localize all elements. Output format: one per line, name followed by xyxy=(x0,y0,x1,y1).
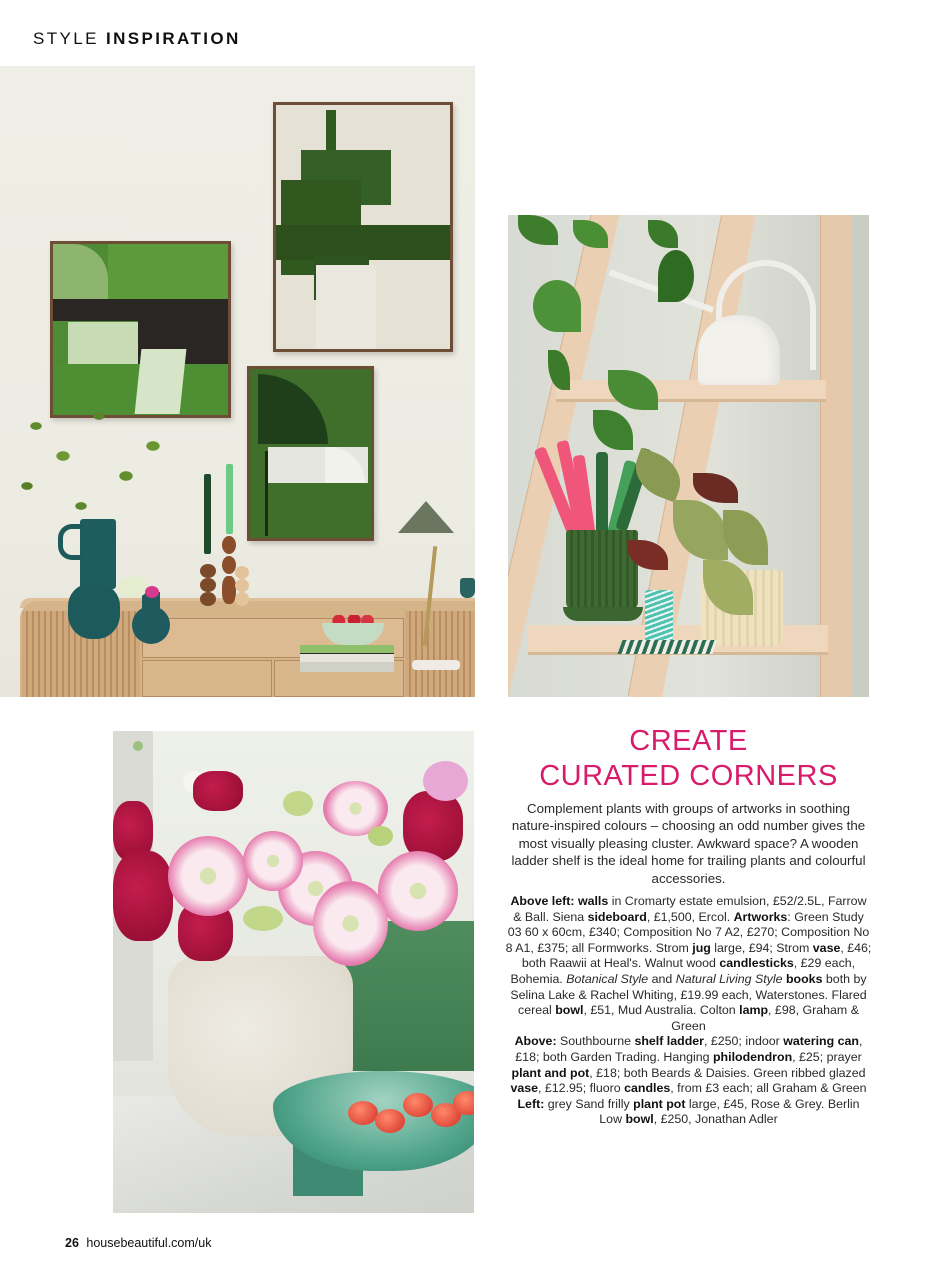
website-url: housebeautiful.com/uk xyxy=(86,1236,212,1250)
credit-run: large, £45, Rose & Grey. Berlin Low xyxy=(599,1096,860,1127)
teal-jug-handle xyxy=(58,524,84,560)
philodendron-leaf xyxy=(658,250,694,302)
credit-run: watering can xyxy=(783,1034,859,1049)
credit-run: shelf ladder xyxy=(634,1034,704,1049)
credit-run: grey Sand frilly xyxy=(544,1096,634,1111)
candlestick-light xyxy=(235,579,249,592)
credit-run: , £51, Mud Australia. Colton xyxy=(583,1003,740,1018)
prayer-plant-leaf xyxy=(723,510,768,565)
section-label-bold: INSPIRATION xyxy=(105,29,241,48)
product-credits xyxy=(505,894,872,1128)
photo-ladder-shelf xyxy=(508,215,869,697)
candle-green xyxy=(596,452,608,534)
credit-run: bowl xyxy=(625,1112,654,1127)
green-saucer xyxy=(563,607,643,621)
philodendron-leaf xyxy=(518,215,558,245)
credit-run: large, £94; Strom xyxy=(710,940,813,955)
magenta-stock xyxy=(193,771,243,811)
peach xyxy=(348,1101,378,1125)
credit-run: , from £3 each; all Graham & Green xyxy=(670,1081,867,1096)
credit-run: , £12.95; fluoro xyxy=(538,1081,625,1096)
credit-run: , £18; both Garden Trading. Hanging xyxy=(515,1034,863,1064)
candle-dark-green xyxy=(204,474,211,554)
credit-run: plant pot xyxy=(633,1096,686,1111)
teal-jug xyxy=(68,584,120,639)
credit-run: candlesticks xyxy=(719,956,794,971)
candlestick xyxy=(200,564,216,578)
credit-run: , £1,500, Ercol. xyxy=(646,909,734,924)
credit-run: and xyxy=(648,972,676,986)
stacked-books xyxy=(300,645,394,672)
candlestick-light xyxy=(235,566,249,579)
candlestick xyxy=(222,556,236,574)
sideboard-door-left xyxy=(142,660,272,697)
page-footer xyxy=(65,1236,211,1250)
lamp-base xyxy=(412,660,460,670)
candlestick xyxy=(200,592,216,606)
alchemilla xyxy=(283,791,313,816)
peach xyxy=(403,1093,433,1117)
pink-dahlia xyxy=(243,831,303,891)
credit-run: , £25; prayer xyxy=(792,1049,862,1064)
headline-line-1: CREATE xyxy=(629,725,748,757)
credit-run: Southbourne xyxy=(556,1034,635,1049)
pink-dahlia xyxy=(168,836,248,916)
candlestick xyxy=(200,578,216,592)
credit-run: jug xyxy=(692,940,711,955)
credit-run: Above left: walls xyxy=(510,894,609,909)
candlestick-light xyxy=(235,592,249,606)
artwork-composition-7 xyxy=(273,102,453,352)
section-label-light: STYLE xyxy=(33,29,99,48)
credit-run: , £250; indoor xyxy=(703,1034,784,1049)
section-header xyxy=(33,29,241,49)
twine-spool xyxy=(645,590,673,642)
candlestick xyxy=(222,536,236,554)
philodendron-leaf xyxy=(648,220,678,248)
credit-run: Artworks xyxy=(733,909,788,924)
artwork-composition-8 xyxy=(247,366,374,541)
teal-cup xyxy=(460,578,475,598)
credit-run: both by Selina Lake & Rachel Whiting, £19.99 each, Waterstones. Flared cereal xyxy=(510,972,867,1018)
credit-run: , £250, Jonathan Adler xyxy=(653,1112,778,1127)
foliage-sprig xyxy=(133,741,143,751)
ladder-shelf-upper xyxy=(556,380,826,402)
credit-run: vase xyxy=(812,940,841,955)
credit-run: in Cromarty estate emulsion, £52/2.5L, Farrow & Ball. Siena xyxy=(513,894,867,924)
photo-gallery-wall xyxy=(0,66,475,697)
vase-flowers xyxy=(118,576,148,598)
teal-jug-neck xyxy=(80,519,116,589)
article-intro: Complement plants with groups of artworks in soothing nature-inspired colours – choosing an odd number gives the most visually pleasing cluster. Awkward space? A wooden ladder shelf is the ideal home for trailing plants and colourful accessories. xyxy=(511,801,866,886)
credit-run: , £29 each, Bohemia. xyxy=(510,956,856,986)
credit-run: , £46; both Raawii at Heal's. Walnut wood xyxy=(521,940,872,971)
credit-run: philodendron xyxy=(712,1049,793,1064)
philodendron-leaf xyxy=(593,410,633,450)
credit-run: books xyxy=(785,972,823,986)
article-headline xyxy=(505,724,872,794)
patterned-coaster xyxy=(617,640,717,654)
credit-run: lamp xyxy=(739,1003,769,1018)
credit-run: plant and pot xyxy=(511,1065,590,1080)
photo-flower-arrangement xyxy=(113,731,474,1213)
credit-run: bowl xyxy=(555,1003,584,1018)
sweet-pea xyxy=(423,761,468,801)
credit-run: Above: xyxy=(514,1034,557,1049)
watering-can xyxy=(698,315,780,385)
alchemilla xyxy=(368,826,393,846)
lamp-shade xyxy=(398,501,454,533)
credit-run: candles xyxy=(624,1081,671,1096)
alchemilla xyxy=(243,906,283,931)
credit-run: Left: xyxy=(517,1096,545,1111)
candle-light-green xyxy=(226,464,233,534)
credit-run: : Green Study 03 60 x 60cm, £340; Composition No 7 A2, £270; Composition No 8 A1, £375; all Formworks. Strom xyxy=(505,909,870,955)
credit-run: sideboard xyxy=(587,909,647,924)
article-block xyxy=(505,724,872,1128)
pink-dahlia xyxy=(313,881,388,966)
candlestick xyxy=(222,576,236,604)
pink-dahlia xyxy=(378,851,458,931)
credit-run: Botanical Style xyxy=(566,972,649,986)
peach xyxy=(375,1109,405,1133)
teal-vase xyxy=(132,606,170,644)
sideboard-fluted-panel-right xyxy=(405,611,475,697)
magenta-stock xyxy=(113,851,173,941)
credit-run: , £18; both Beards & Daisies. Green ribbed glazed xyxy=(589,1065,866,1080)
vase-flower-pink xyxy=(145,586,159,598)
philodendron-leaf xyxy=(608,370,658,410)
credit-run: , £98, Graham & Green xyxy=(671,1003,859,1033)
credit-run: Natural Living Style xyxy=(675,972,783,986)
page-number: 26 xyxy=(65,1236,79,1250)
headline-line-2: CURATED CORNERS xyxy=(539,760,838,792)
philodendron-leaf xyxy=(533,280,581,332)
credit-run: vase xyxy=(510,1081,539,1096)
